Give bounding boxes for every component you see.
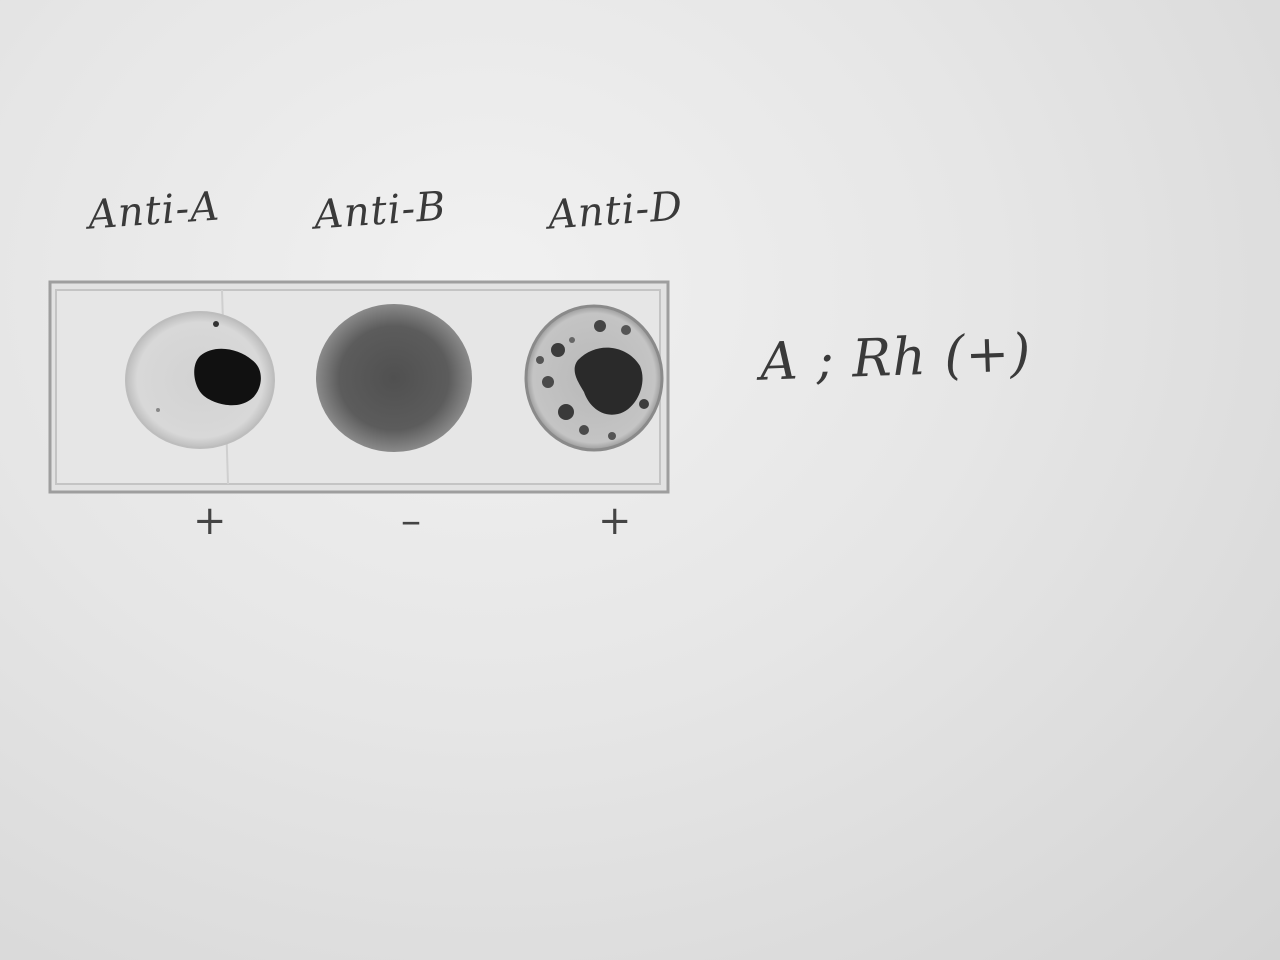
result-mark-anti-b: – bbox=[401, 498, 422, 544]
result-mark-anti-d: + bbox=[598, 498, 633, 544]
reagent-label-anti-a: Anti-A bbox=[86, 183, 222, 239]
anti-d-drop bbox=[526, 306, 662, 450]
result-mark-anti-a: + bbox=[193, 498, 228, 544]
anti-b-drop bbox=[316, 304, 472, 452]
reagent-label-anti-b: Anti-B bbox=[312, 183, 448, 239]
anti-a-drop bbox=[126, 312, 274, 448]
reagent-label-anti-d: Anti-D bbox=[546, 183, 685, 239]
blood-type-conclusion: A ; Rh (+) bbox=[759, 323, 1033, 393]
